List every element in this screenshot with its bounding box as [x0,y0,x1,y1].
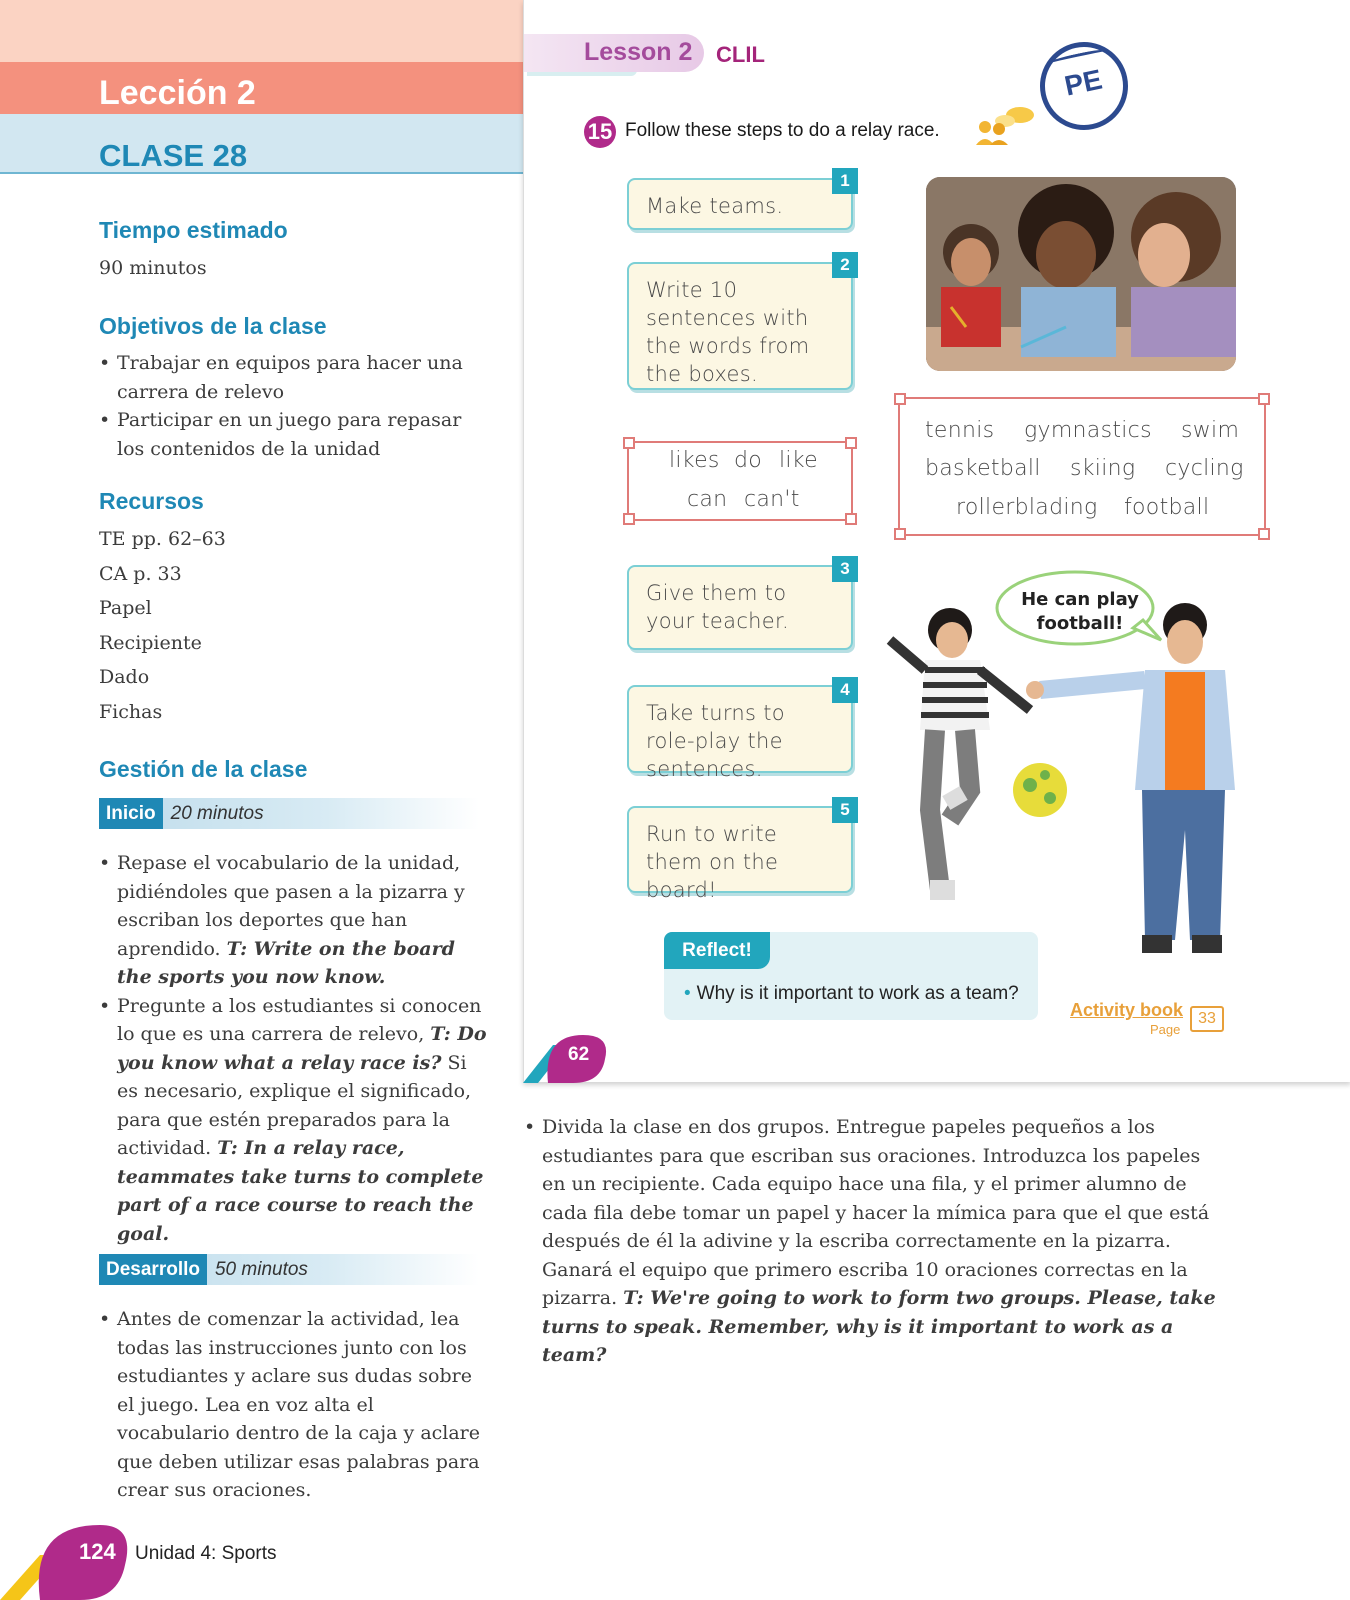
resources-heading: Recursos [99,488,204,514]
activity-number: 15 [584,116,616,148]
stage-time: 20 minutos [170,803,264,824]
footer-page-number: 124 [79,1539,116,1564]
header-band-salmon [0,62,523,114]
step-badge-2: 2 [832,252,858,278]
desarrollo-list [99,1305,489,1505]
word-do: do [734,448,763,473]
right-column-item: • Divida la clase en dos grupos. Entregue papeles pequeños a los estudiantes para que escriban sus oraciones. Introduzca los papeles en un recipiente. Cada equipo hace una fila, y el primer alumno de cada fila debe tomar un papel y hacer la mímica para que el que está después de él la adivine y la escriba correctamente en la pizarra. Ganará el equipo que primero escriba 10 oraciones correctas en la pizarra. T: We're going to work to form two groups. Please, take turns to speak. Remember, why is it important to work as a team? [524,1113,1224,1370]
activity-book-page-icon: 33 [1190,1006,1224,1032]
word-rollerblading: rollerblading [956,495,1098,520]
speech-bubble-text: He can play football! [1021,589,1139,634]
photo-students-writing [926,177,1236,371]
resource-item: TE pp. 62–63 [99,528,226,550]
lesson-title: Lección 2 [99,74,256,112]
word-cycling: cycling [1165,456,1244,481]
step-badge-1: 1 [832,168,858,194]
stage-bar-inicio [99,798,479,829]
step-card-2: Write 10 sentences with the words from the boxes. [627,262,853,390]
activity-book-link[interactable]: Activity book [1070,1000,1184,1020]
class-title: CLASE 28 [99,138,248,173]
objective-item: • Participar en un juego para repasar los contenidos de la unidad [99,406,479,463]
stage-label: Inicio [99,798,163,829]
objectives-list [99,349,479,463]
sport-word-box [898,397,1266,536]
resource-item: CA p. 33 [99,562,182,585]
step-card-5: Run to write them on the board! [627,806,853,893]
word-tennis: tennis [925,418,995,443]
clil-label: CLIL [716,42,765,67]
stage-time: 50 minutos [214,1259,308,1280]
pe-stamp-icon: PE [1032,34,1136,138]
word-can: can [687,487,728,512]
word-football: football [1124,495,1210,520]
inicio-list [99,849,489,1248]
time-value: 90 minutos [99,257,207,279]
word-basketball: basketball [925,456,1041,481]
resource-item: Papel [99,597,152,620]
step-card-1: Make teams. [627,178,853,230]
inicio-item: • Repase el vocabulario de la unidad, pidiéndoles que pasen a la pizarra y escriban los deportes que han aprendido. T: Write on the board the sports you now know. [99,849,489,992]
stage-label: Desarrollo [99,1254,207,1285]
resource-item: Dado [99,666,150,689]
student-page-number: 62 [568,1044,590,1065]
word-like: like [779,448,818,473]
header-band-peach [0,0,523,62]
word-cant: can't [744,487,800,512]
inicio-item: • Pregunte a los estudiantes si conocen lo que es una carrera de relevo, T: Do you know what a relay race is? Si es necesario, explique el significado, para que estén preparados para la actividad. T: In a relay race, teammates take turns to complete part of a race course to reach the goal. [99,992,489,1249]
desarrollo-item: • Antes de comenzar la actividad, lea todas las instrucciones junto con los estudiantes y aclare sus dudas sobre el juego. Lea en voz alta el vocabulario dentro de la caja y aclare que deben utilizar esas palabras para crear sus oraciones. [99,1305,489,1505]
time-heading: Tiempo estimado [99,217,288,243]
resource-item: Recipiente [99,631,202,654]
verb-word-box [627,441,853,521]
student-page-number-badge [523,1035,608,1083]
reflect-question: • Why is it important to work as a team? [684,983,1019,1005]
step-badge-3: 3 [832,556,858,582]
management-heading: Gestión de la clase [99,756,308,782]
objective-item: • Trabajar en equipos para hacer una carrera de relevo [99,349,479,406]
stage-bar-desarrollo [99,1254,479,1285]
pair-work-icon [975,105,1037,145]
step-badge-5: 5 [832,797,858,823]
resources-list [99,522,226,730]
resource-item: Fichas [99,700,163,723]
word-swim: swim [1181,418,1240,443]
footer-unit-label: Unidad 4: Sports [135,1543,277,1564]
header-band-blue [0,114,523,174]
reflect-label: Reflect! [664,932,770,969]
activity-title: Follow these steps to do a relay race. [625,120,940,141]
step-card-4: Take turns to role-play the sentences. [627,685,853,773]
right-column-list [524,1113,1224,1370]
lesson-label: Lesson 2 [584,38,693,66]
activity-book-page-label: Page [1150,1022,1181,1037]
step-badge-4: 4 [832,677,858,703]
word-gymnastics: gymnastics [1024,418,1152,443]
objectives-heading: Objetivos de la clase [99,313,327,339]
illustration-boys-football [880,600,1260,970]
word-skiing: skiing [1070,456,1136,481]
word-likes: likes [669,448,720,473]
step-card-3: Give them to your teacher. [627,565,853,650]
